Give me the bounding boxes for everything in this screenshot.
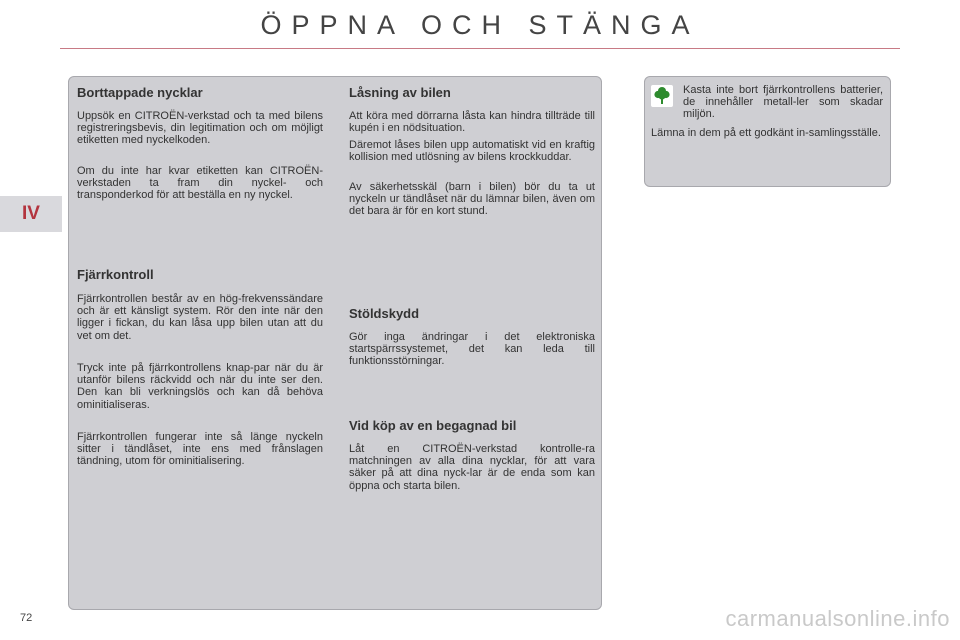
page-number: 72 [20,612,33,624]
heading-locking: Låsning av bilen [349,85,451,100]
main-info-panel [68,76,602,610]
note-text-1: Kasta inte bort fjärrkontrollens batterier, de innehåller metall-ler som skadar miljön. [683,84,883,121]
lost-keys-paragraph-2: Om du inte har kvar etiketten kan CITROËN-verkstaden ta fram din nyckel- och transponderkod för att beställa en ny nyckel. [77,165,323,202]
heading-used-purchase: Vid köp av en begagnad bil [349,418,517,433]
locking-paragraph-1: Att köra med dörrarna låsta kan hindra tillträde till kupén i en nödsituation. [349,110,595,135]
watermark: carmanualsonline.info [725,606,950,631]
heading-remote: Fjärrkontroll [77,267,154,282]
remote-paragraph-2: Tryck inte på fjärrkontrollens knap-par när du är utanför bilens räckvidd och när du inte ser den. Den kan bli verkningslös och kan då behöva ominitialiseras. [77,362,323,411]
environment-note [644,76,891,187]
chapter-label: IV [22,203,40,224]
locking-paragraph-2: Däremot låses bilen upp automatiskt vid en kraftig kollision med utlösning av bilens krockkuddar. [349,139,595,164]
title-divider [60,48,900,49]
page-title: ÖPPNA OCH STÄNGA [260,10,700,40]
heading-anti-theft: Stöldskydd [349,306,420,321]
locking-paragraph-3: Av säkerhetsskäl (barn i bilen) bör du ta ut nyckeln ur tändlåset när du lämnar bilen, även om det bara är för en kort stund. [349,181,595,218]
used-purchase-paragraph: Låt en CITROËN-verkstad kontrolle-ra matchningen av alla dina nycklar, för att vara säker på att dina nyck-lar är de enda som kan öppna och starta bilen. [349,443,595,492]
remote-paragraph-1: Fjärrkontrollen består av en hög-frekvenssändare och är ett känsligt system. Rör den inte när den ligger i fickan, du kan låsa upp bilen utan att du vet om det. [77,293,323,342]
lost-keys-paragraph-1: Uppsök en CITROËN-verkstad och ta med bilens registreringsbevis, din legitimation och om möjligt etiketten med nyckelkoden. [77,110,323,147]
remote-paragraph-3: Fjärrkontrollen fungerar inte så länge nyckeln sitter i tändlåset, inte ens med frånslagen tändning, utom för ominitialisering. [77,431,323,468]
chapter-tab [0,196,62,232]
tree-icon [651,85,673,107]
heading-lost-keys: Borttappade nycklar [77,85,203,100]
note-text-2: Lämna in dem på ett godkänt in-samlingsställe. [651,127,881,139]
anti-theft-paragraph: Gör inga ändringar i det elektroniska startspärrssystemet, det kan leda till funktionsstörningar. [349,331,595,368]
